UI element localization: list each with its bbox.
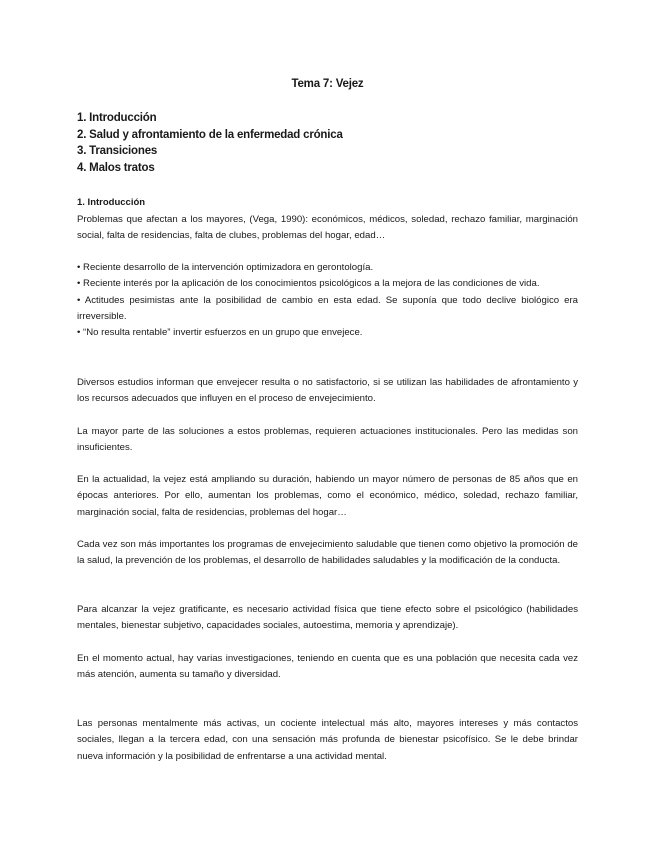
body-paragraph: La mayor parte de las soluciones a estos problemas, requieren actuaciones institucionales. Pero las medidas son insuficientes. [77,426,578,454]
bullet-item: • Reciente interés por la aplicación de los conocimientos psicológicos a la mejora de las condiciones de vida. [77,278,540,290]
bullet-item: • Actitudes pesimistas ante la posibilidad de cambio en esta edad. Se suponía que todo declive biológico era irreversible. [77,294,578,322]
body-paragraph: Para alcanzar la vejez gratificante, es necesario actividad física que tiene efecto sobre el psicológico (habilidades mentales, bienestar subjetivo, capacidades sociales, autoestima, memoria y aprendizaje). [77,604,578,632]
bullet-item: • “No resulta rentable” invertir esfuerzos en un grupo que envejece. [77,327,363,339]
toc-item: 2. Salud y afrontamiento de la enfermedad crónica [77,128,343,141]
intro-paragraph: Problemas que afectan a los mayores, (Vega, 1990): económicos, médicos, soledad, rechazo familiar, marginación social, falta de residencias, falta de clubes, problemas del hogar, edad… [77,214,578,242]
body-paragraph: Las personas mentalmente más activas, un cociente intelectual más alto, mayores intereses y más contactos sociales, llegan a la tercera edad, con una sensación más profunda de bienestar psicofísico. Se le debe brindar nueva información y la posibilidad de enfrentarse a una actividad mental. [77,718,578,762]
bullet-item: • Reciente desarrollo de la intervención optimizadora en gerontología. [77,262,374,273]
section-heading: 1. Introducción [77,197,146,208]
toc-item: 3. Transiciones [77,145,158,157]
body-paragraph: Diversos estudios informan que envejecer resulta o no satisfactorio, si se utilizan las habilidades de afrontamiento y los recursos adecuados que influyen en el proceso de envejecimiento. [77,377,578,405]
body-paragraph: En el momento actual, hay varias investigaciones, teniendo en cuenta que es una población que necesita cada vez más atención, aumenta su tamaño y diversidad. [77,653,578,681]
bullet-list [77,260,578,341]
toc-item: 1. Introducción [77,112,157,124]
table-of-contents [77,110,343,176]
document-title: Tema 7: Vejez [291,78,364,90]
body-paragraph: Cada vez son más importantes los programas de envejecimiento saludable que tienen como objetivo la promoción de la salud, la prevención de los problemas, el desarrollo de habilidades saludables y la modificación de la conducta. [77,539,578,567]
toc-item: 4. Malos tratos [77,161,155,174]
body-paragraph: En la actualidad, la vejez está ampliando su duración, habiendo un mayor número de personas de 85 años que en épocas anteriores. Por ello, aumentan los problemas, como el económico, médico, soledad, rechazo familiar, marginación social, falta de residencias, problemas del hogar… [77,474,578,518]
